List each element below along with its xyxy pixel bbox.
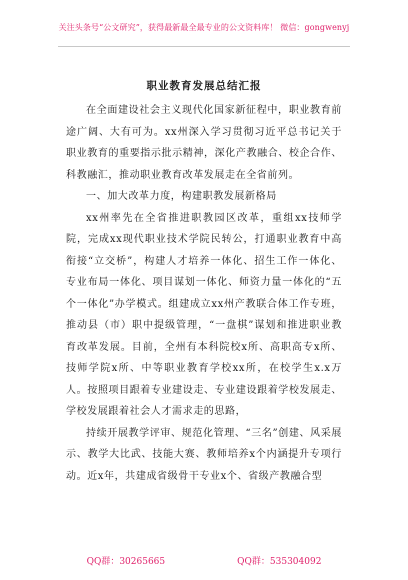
header-divider — [58, 46, 350, 47]
section-heading: 一、加大改革力度，构建职教发展新格局 — [86, 191, 277, 202]
document-body — [66, 100, 342, 487]
header-banner: 关注头条号“公文研究”，获得最新最全最专业的公文资料库！ 微信：gongwenyj — [58, 23, 350, 32]
footer-qq-group-2: QQ群：535304092 — [237, 557, 322, 567]
footer-qq-group-1: QQ群：30265665 — [86, 557, 166, 567]
document-title: 职业教育发展总结汇报 — [146, 80, 262, 92]
body-paragraph: xx州率先在全省推进职教园区改革，重组xx技师学院，完成xx现代职业技术学院民转公，打通职业教育中高衔接“立交桥”，构建人才培养一体化、招生工作一体化、专业布局一体化、项目谋划一体化、师资力量一体化的“五个一体化”办学模式。组建成立xx州产教联合体工作专班，推动县（市）职中提级管理，“一盘棋”谋划和推进职业教育改革发展。目前，全州有本科院校x所、高职高专x所、技师学院x所、中等职业教育学校xx所，在校学生x.x万人。按照项目跟着专业建设走、专业建设跟着学校发展走、学校发展跟着社会人才需求走的思路， — [66, 212, 342, 417]
intro-paragraph: 在全面建设社会主义现代化国家新征程中，职业教育前途广阔、大有可为。xx州深入学习贯彻习近平总书记关于职业教育的重要指示批示精神，深化产教融合、校企合作、科教融汇，推动职业教育改革发展走在全省前列。 — [66, 105, 342, 181]
body-paragraph: 持续开展教学评审、规范化管理、“三名”创建、风采展示、教学大比武、技能大赛、教师培养x个内涵提升专项行动。近x年，共建成省级骨干专业x个、省级产教融合型 — [66, 427, 342, 482]
footer — [0, 554, 408, 567]
